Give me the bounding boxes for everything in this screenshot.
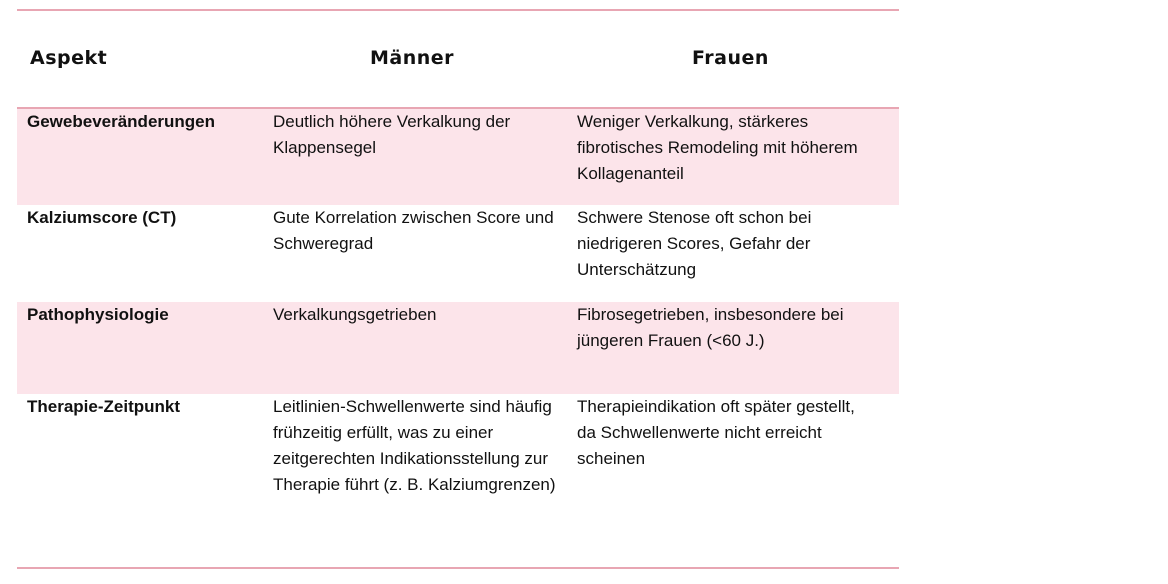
cell-aspekt: Gewebeveränderungen — [27, 112, 216, 131]
cell-maenner: Deutlich höhere Verkalkung der Klappensegel — [273, 112, 511, 157]
cell-frauen: Fibrosegetrieben, insbesondere bei jüngeren Frauen (<60 J.) — [577, 305, 844, 350]
cell-frauen: Therapieindikation oft später gestellt, da Schwellenwerte nicht erreicht scheinen — [577, 397, 855, 468]
table-row — [17, 394, 899, 574]
cell-maenner: Leitlinien-Schwellenwerte sind häufig frühzeitig erfüllt, was zu einer zeitgerechten Indikationsstellung zur Therapie führt (z. B. Kalziumgrenzen) — [273, 397, 556, 494]
cell-aspekt: Pathophysiologie — [27, 305, 169, 324]
table-header-row — [17, 11, 899, 109]
comparison-table — [17, 9, 899, 574]
cell-maenner: Verkalkungsgetrieben — [273, 305, 437, 324]
table-row — [17, 109, 899, 205]
cell-frauen: Schwere Stenose oft schon bei niedrigeren Scores, Gefahr der Unterschätzung — [577, 208, 812, 279]
cell-aspekt: Kalziumscore (CT) — [27, 208, 177, 227]
table-row — [17, 302, 899, 394]
header-maenner: Männer — [370, 47, 455, 69]
header-aspekt: Aspekt — [30, 47, 108, 69]
table-bottom-rule — [17, 567, 899, 569]
cell-maenner: Gute Korrelation zwischen Score und Schweregrad — [273, 208, 554, 253]
cell-aspekt: Therapie-Zeitpunkt — [27, 397, 181, 416]
header-frauen: Frauen — [692, 47, 769, 69]
cell-frauen: Weniger Verkalkung, stärkeres fibrotisches Remodeling mit höherem Kollagenanteil — [577, 112, 858, 183]
table-row — [17, 205, 899, 302]
